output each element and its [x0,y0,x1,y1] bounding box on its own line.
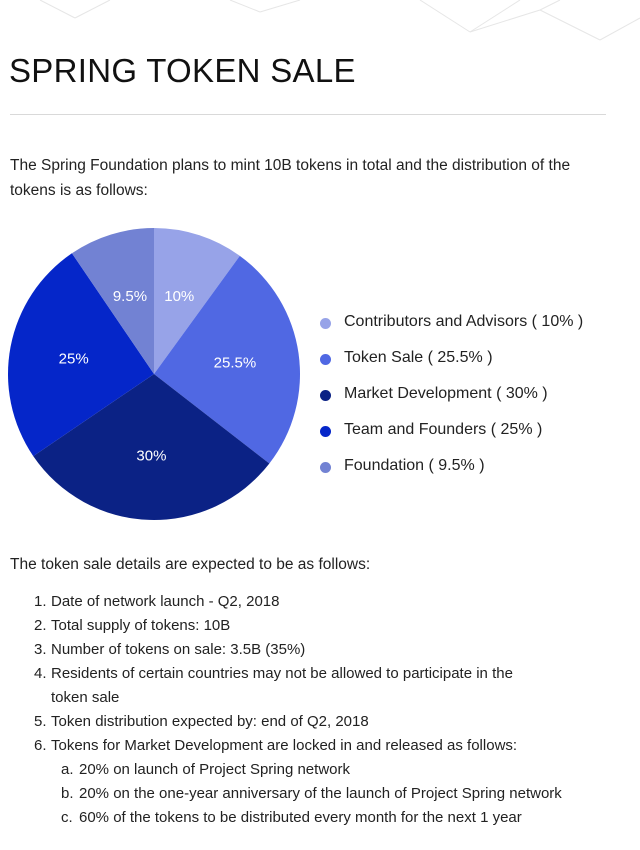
release-schedule-letter: c. [61,809,73,826]
release-schedule-text: 20% on the one-year anniversary of the launch of Project Spring network [79,785,562,802]
legend-item [318,416,583,452]
legend-swatch [320,462,331,473]
pie-label-token-sale: 25.5% [213,354,257,372]
detail-item-text: Token distribution expected by: end of Q2, 2018 [51,713,369,730]
pie-label-team-and-founders: 25% [58,350,89,368]
release-schedule-item [51,782,640,806]
legend-item [318,344,583,380]
release-schedule-item [51,806,640,830]
release-schedule-letter: a. [61,761,74,778]
detail-item [0,710,640,734]
legend-label: Token Sale ( 25.5% ) [344,349,493,366]
detail-item [0,662,551,710]
token-distribution-pie-chart [0,222,310,532]
detail-item-number: 5. [34,713,47,730]
title-divider [10,114,606,115]
legend-label: Team and Founders ( 25% ) [344,421,543,438]
legend-swatch [320,390,331,401]
detail-item-text: Number of tokens on sale: 3.5B (35%) [51,641,306,658]
detail-item-number: 1. [34,593,47,610]
pie-label-contributors-and-advisors: 10% [164,288,195,306]
detail-item-number: 6. [34,737,47,754]
legend-item [318,308,583,344]
legend-label: Foundation ( 9.5% ) [344,457,485,474]
token-sale-details-list [0,590,640,830]
detail-item-number: 2. [34,617,47,634]
detail-item-number: 4. [34,665,47,682]
detail-item-text: Total supply of tokens: 10B [51,617,231,634]
pie-label-market-development: 30% [136,447,167,465]
detail-item [0,590,640,614]
legend-label: Contributors and Advisors ( 10% ) [344,313,584,330]
detail-item-text: Residents of certain countries may not be allowed to participate in the token sale [51,665,513,706]
market-development-release-schedule [51,758,640,830]
legend-label: Market Development ( 30% ) [344,385,548,402]
detail-item-text: Tokens for Market Development are locked in and released as follows: [51,737,518,754]
release-schedule-letter: b. [61,785,74,802]
pie-label-foundation: 9.5% [112,287,148,305]
legend-swatch [320,426,331,437]
legend-swatch [320,318,331,329]
intro-text: The Spring Foundation plans to mint 10B tokens in total and the distribution of the tokens is as follows: [10,157,571,199]
legend-item [318,452,583,488]
details-intro: The token sale details are expected to be as follows: [10,556,371,573]
chart-legend [318,308,583,488]
release-schedule-text: 20% on launch of Project Spring network [79,761,350,778]
detail-item [0,614,640,638]
release-schedule-text: 60% of the tokens to be distributed every month for the next 1 year [79,809,522,826]
page-title: SPRING TOKEN SALE [9,52,356,89]
detail-item-text: Date of network launch - Q2, 2018 [51,593,280,610]
background-network-lines [0,0,640,50]
legend-swatch [320,354,331,365]
detail-item [0,638,640,662]
release-schedule-item [51,758,640,782]
legend-item [318,380,583,416]
detail-item [0,734,640,830]
detail-item-number: 3. [34,641,47,658]
